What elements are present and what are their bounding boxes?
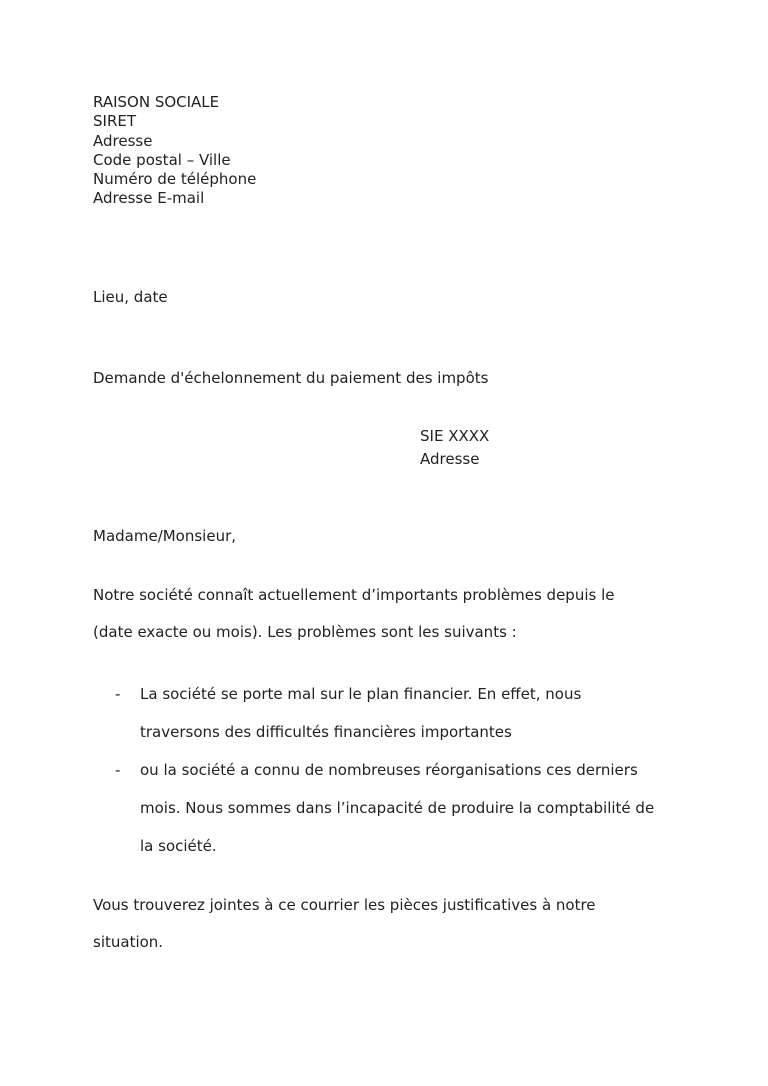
sender-address: Adresse — [93, 131, 153, 150]
bullet-line: la société. — [140, 837, 217, 855]
intro-paragraph — [93, 577, 614, 651]
salutation: Madame/Monsieur, — [93, 527, 237, 545]
bullet-item-financial — [115, 675, 654, 751]
bullet-item-reorganisation — [115, 751, 654, 865]
sender-siret: SIRET — [93, 112, 137, 131]
problems-bullet-list — [115, 675, 654, 865]
bullet-dash-marker: - — [115, 761, 121, 779]
sender-block — [93, 93, 256, 209]
sender-phone: Numéro de téléphone — [93, 170, 257, 189]
closing-line: Vous trouverez jointes à ce courrier les pièces justificatives à notre — [93, 896, 596, 914]
bullet-line: ou la société a connu de nombreuses réorganisations ces derniers — [140, 761, 638, 779]
recipient-address: Adresse — [420, 450, 480, 468]
recipient-block — [420, 425, 489, 471]
sender-postal-city: Code postal – Ville — [93, 150, 231, 169]
closing-paragraph — [93, 887, 596, 961]
subject-line: Demande d'échelonnement du paiement des impôts — [93, 369, 489, 387]
bullet-line: mois. Nous sommes dans l’incapacité de produire la comptabilité de — [140, 799, 655, 817]
bullet-dash-marker: - — [115, 685, 121, 703]
sender-company-name: RAISON SOCIALE — [93, 93, 220, 111]
intro-line: Notre société connaît actuellement d’importants problèmes depuis le — [93, 586, 615, 604]
recipient-service: SIE XXXX — [420, 427, 490, 445]
bullet-text — [140, 751, 654, 865]
closing-line: situation. — [93, 933, 164, 951]
bullet-line: La société se porte mal sur le plan financier. En effet, nous — [140, 685, 582, 703]
bullet-line: traversons des difficultés financières importantes — [140, 723, 512, 741]
place-date-line: Lieu, date — [93, 288, 168, 306]
sender-email: Adresse E-mail — [93, 189, 205, 208]
bullet-text — [140, 675, 581, 751]
intro-line: (date exacte ou mois). Les problèmes sont les suivants : — [93, 623, 517, 641]
